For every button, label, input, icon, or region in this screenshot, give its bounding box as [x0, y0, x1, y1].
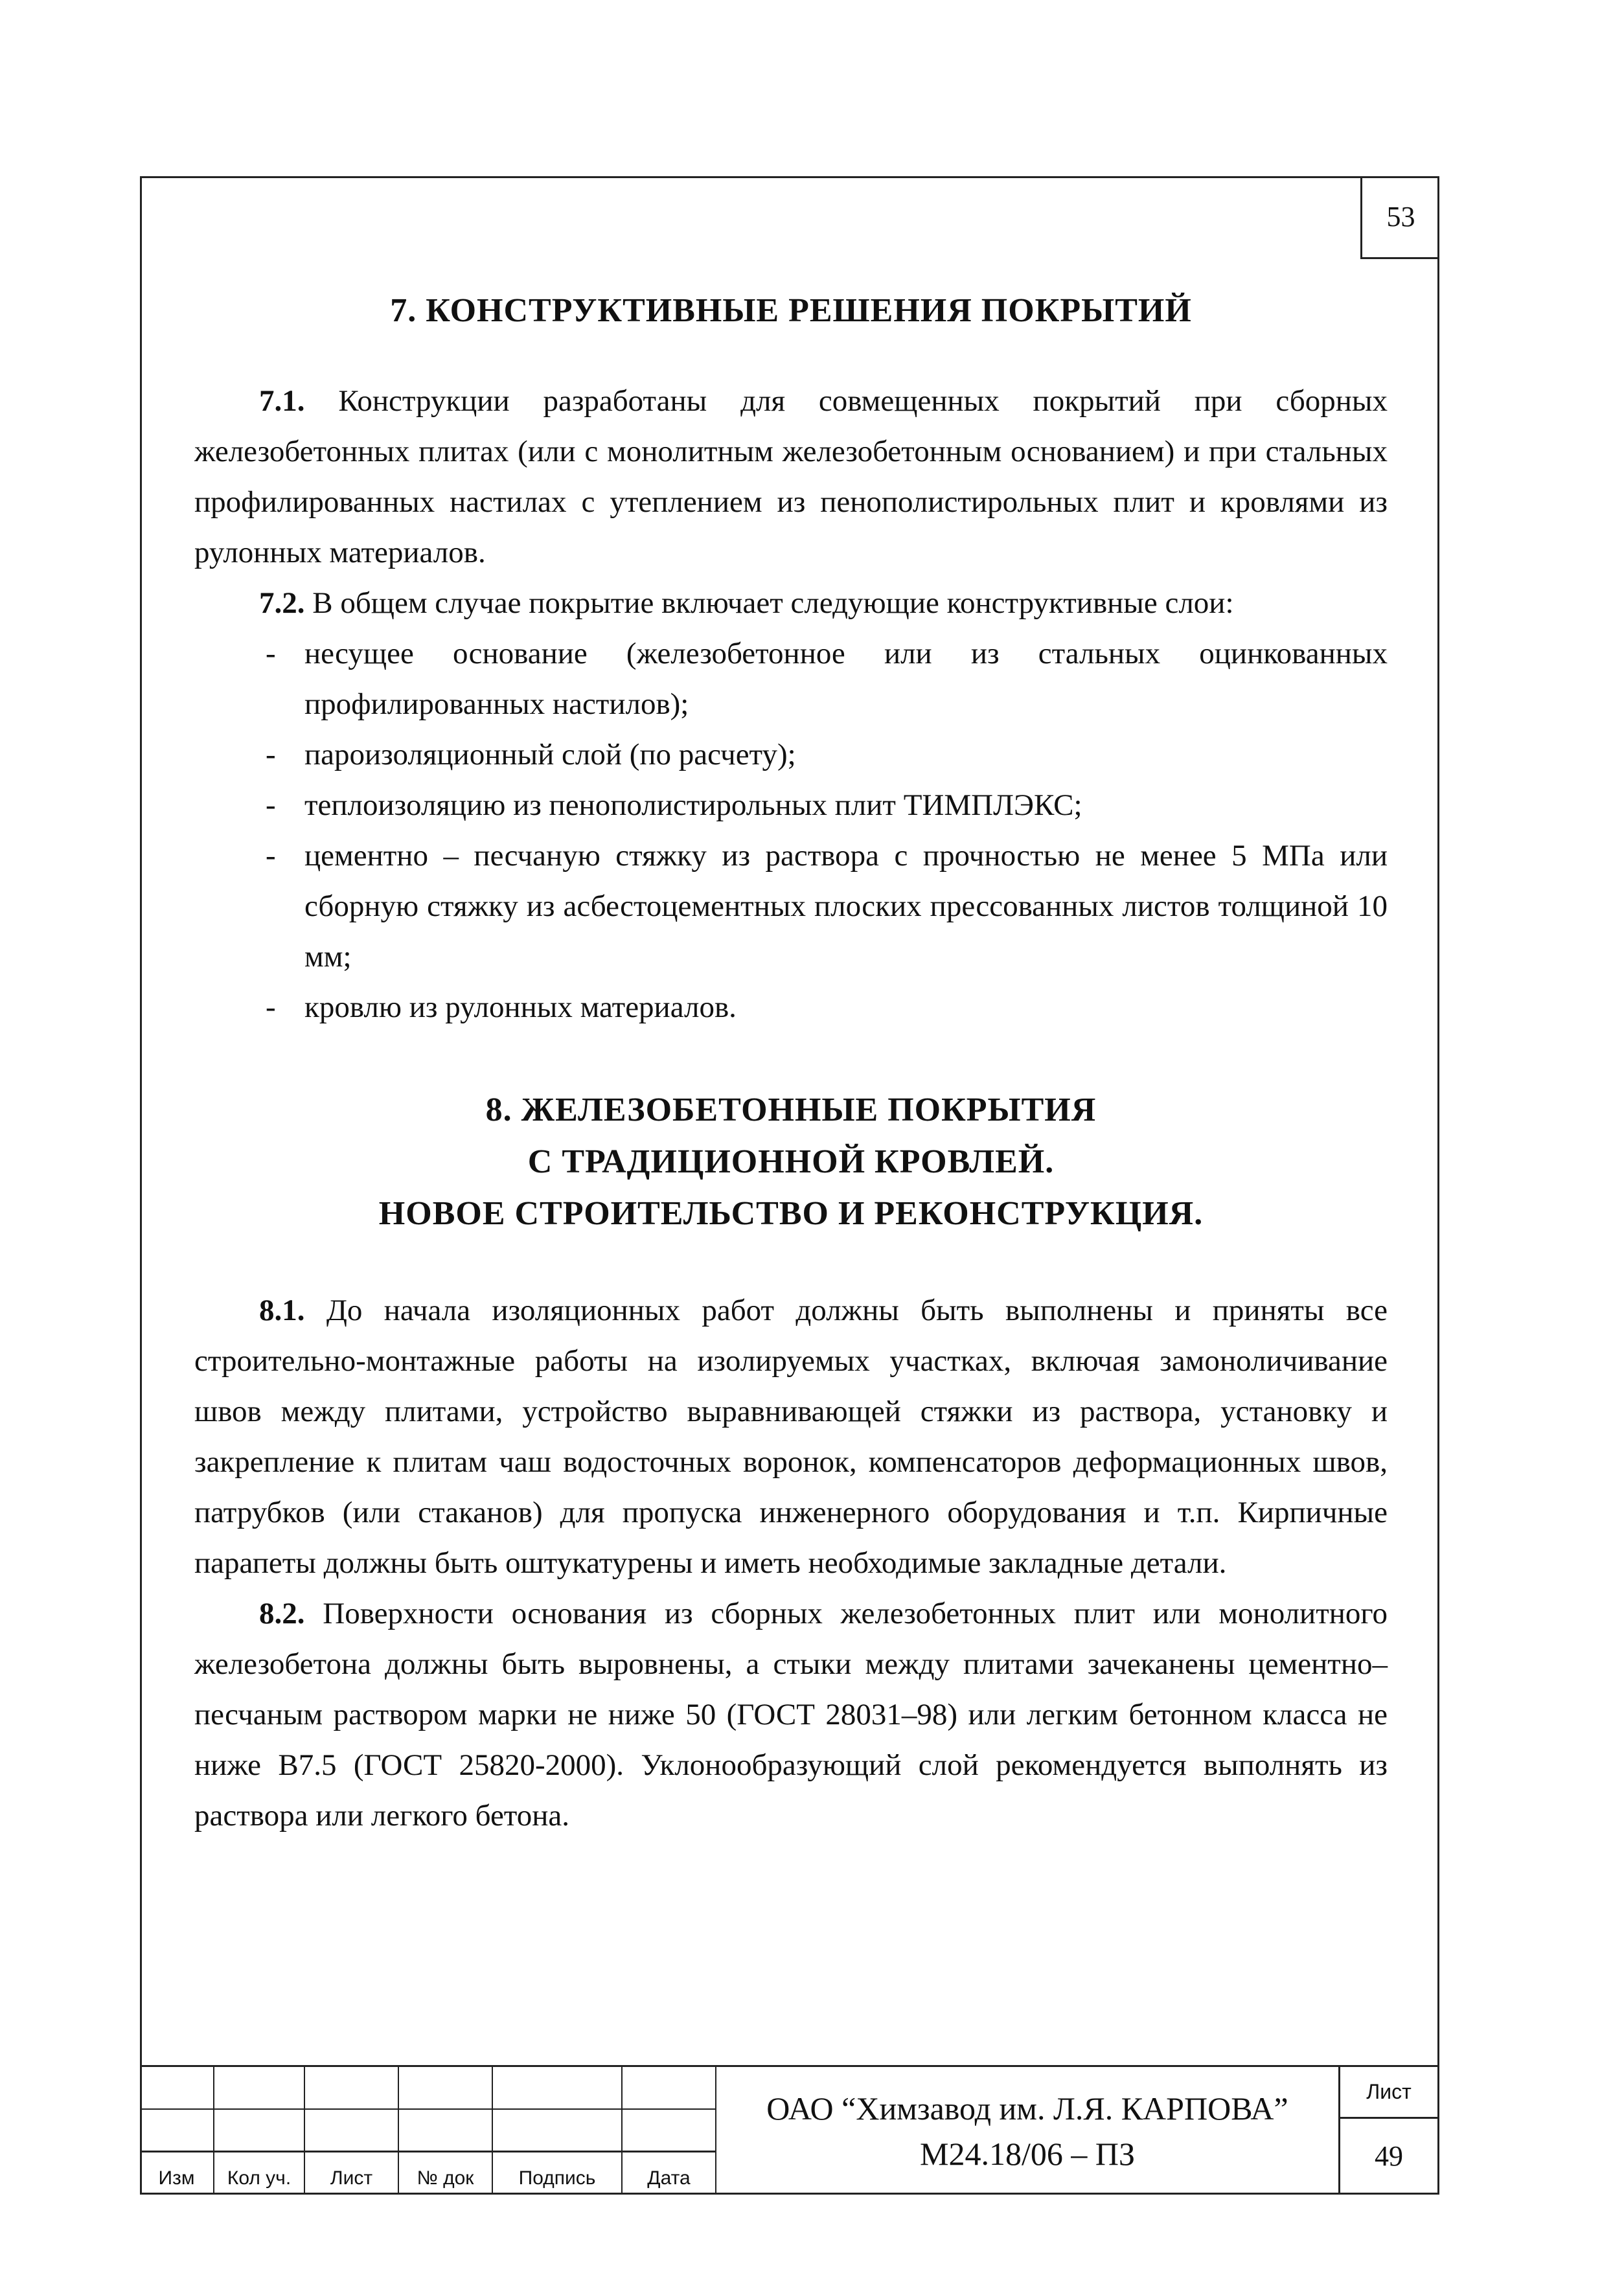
column-header: Лист	[305, 2152, 399, 2195]
paragraph-number: 8.1.	[259, 1294, 305, 1327]
paragraph-text: Конструкции разработаны для совмещенных покрытий при сборных железобетонных плитах (или с монолитным железобетонным основанием) и при стальных профилированных настилах с утеплением из пенополистирольных плит и кровлями из рулонных материалов.	[194, 384, 1388, 569]
title-block	[140, 2065, 1439, 2195]
list-item: - пароизоляционный слой (по расчету);	[194, 729, 1388, 780]
paragraph-number: 7.2.	[259, 586, 305, 620]
section-8-heading	[194, 1084, 1388, 1240]
document-code: М24.18/06 – ПЗ	[919, 2135, 1135, 2172]
column-header: Кол уч.	[214, 2152, 305, 2195]
list-item: - цементно – песчаную стяжку из раствора с прочностью не менее 5 МПа или сборную стяжку из асбестоцементных плоских прессованных листов толщиной 10 мм;	[194, 830, 1388, 982]
paragraph-number: 7.1.	[259, 384, 305, 418]
sheet-cell	[1338, 2067, 1437, 2195]
paragraph-text: До начала изоляционных работ должны быть выполнены и приняты все строительно-монтажные работы на изолируемых участках, включая замоноличивание швов между плитами, устройство выравнивающей стяжки из раствора, установку и закрепление к плитам чаш водосточных воронок, компенсаторов деформационных швов, патрубков (или стаканов) для пропуска инженерного оборудования и т.п. Кирпичные парапеты должны быть оштукатурены и иметь необходимые закладные детали.	[194, 1294, 1388, 1580]
section-7-heading: 7. КОНСТРУКТИВНЫЕ РЕШЕНИЯ ПОКРЫТИЙ	[390, 292, 1192, 329]
revision-table	[140, 2067, 716, 2195]
paragraph-text: В общем случае покрытие включает следующие конструктивные слои:	[304, 586, 1234, 620]
organization-name: ОАО “Химзавод им. Л.Я. КАРПОВА”	[766, 2090, 1288, 2127]
column-header: Подпись	[493, 2152, 623, 2195]
paragraph-7-2	[194, 578, 1388, 628]
paragraph-text: Поверхности основания из сборных железобетонных плит или монолитного железобетона должны быть выровнены, а стыки между плитами зачеканены цементно–песчаным раствором марки не ниже 50 (ГОСТ 28031–98) или легким бетонном класса не ниже В7.5 (ГОСТ 25820-2000). Уклонообразующий слой рекомендуется выполнять из раствора или легкого бетона.	[194, 1597, 1388, 1833]
list-item: - кровлю из рулонных материалов.	[194, 982, 1388, 1033]
layers-list	[194, 628, 1388, 1033]
sheet-number: 49	[1375, 2140, 1403, 2172]
page-number: 53	[1360, 176, 1439, 259]
document-body	[194, 285, 1388, 1841]
heading-line: НОВОЕ СТРОИТЕЛЬСТВО И РЕКОНСТРУКЦИЯ.	[378, 1195, 1204, 1232]
title-block-center	[716, 2067, 1338, 2195]
heading-line: С ТРАДИЦИОННОЙ КРОВЛЕЙ.	[527, 1143, 1055, 1180]
list-item: - несущее основание (железобетонное или из стальных оцинкованных профилированных настилов);	[194, 628, 1388, 729]
paragraph-7-1	[194, 376, 1388, 578]
heading-line: 8. ЖЕЛЕЗОБЕТОННЫЕ ПОКРЫТИЯ	[485, 1091, 1097, 1128]
sheet-label: Лист	[1340, 2067, 1437, 2119]
column-header: Изм	[140, 2152, 214, 2195]
paragraph-8-1	[194, 1285, 1388, 1588]
paragraph-8-2	[194, 1588, 1388, 1841]
paragraph-number: 8.2.	[259, 1597, 305, 1630]
column-header: № док	[399, 2152, 493, 2195]
list-item: - теплоизоляцию из пенополистирольных плит ТИМПЛЭКС;	[194, 780, 1388, 830]
column-header: Дата	[623, 2152, 716, 2195]
